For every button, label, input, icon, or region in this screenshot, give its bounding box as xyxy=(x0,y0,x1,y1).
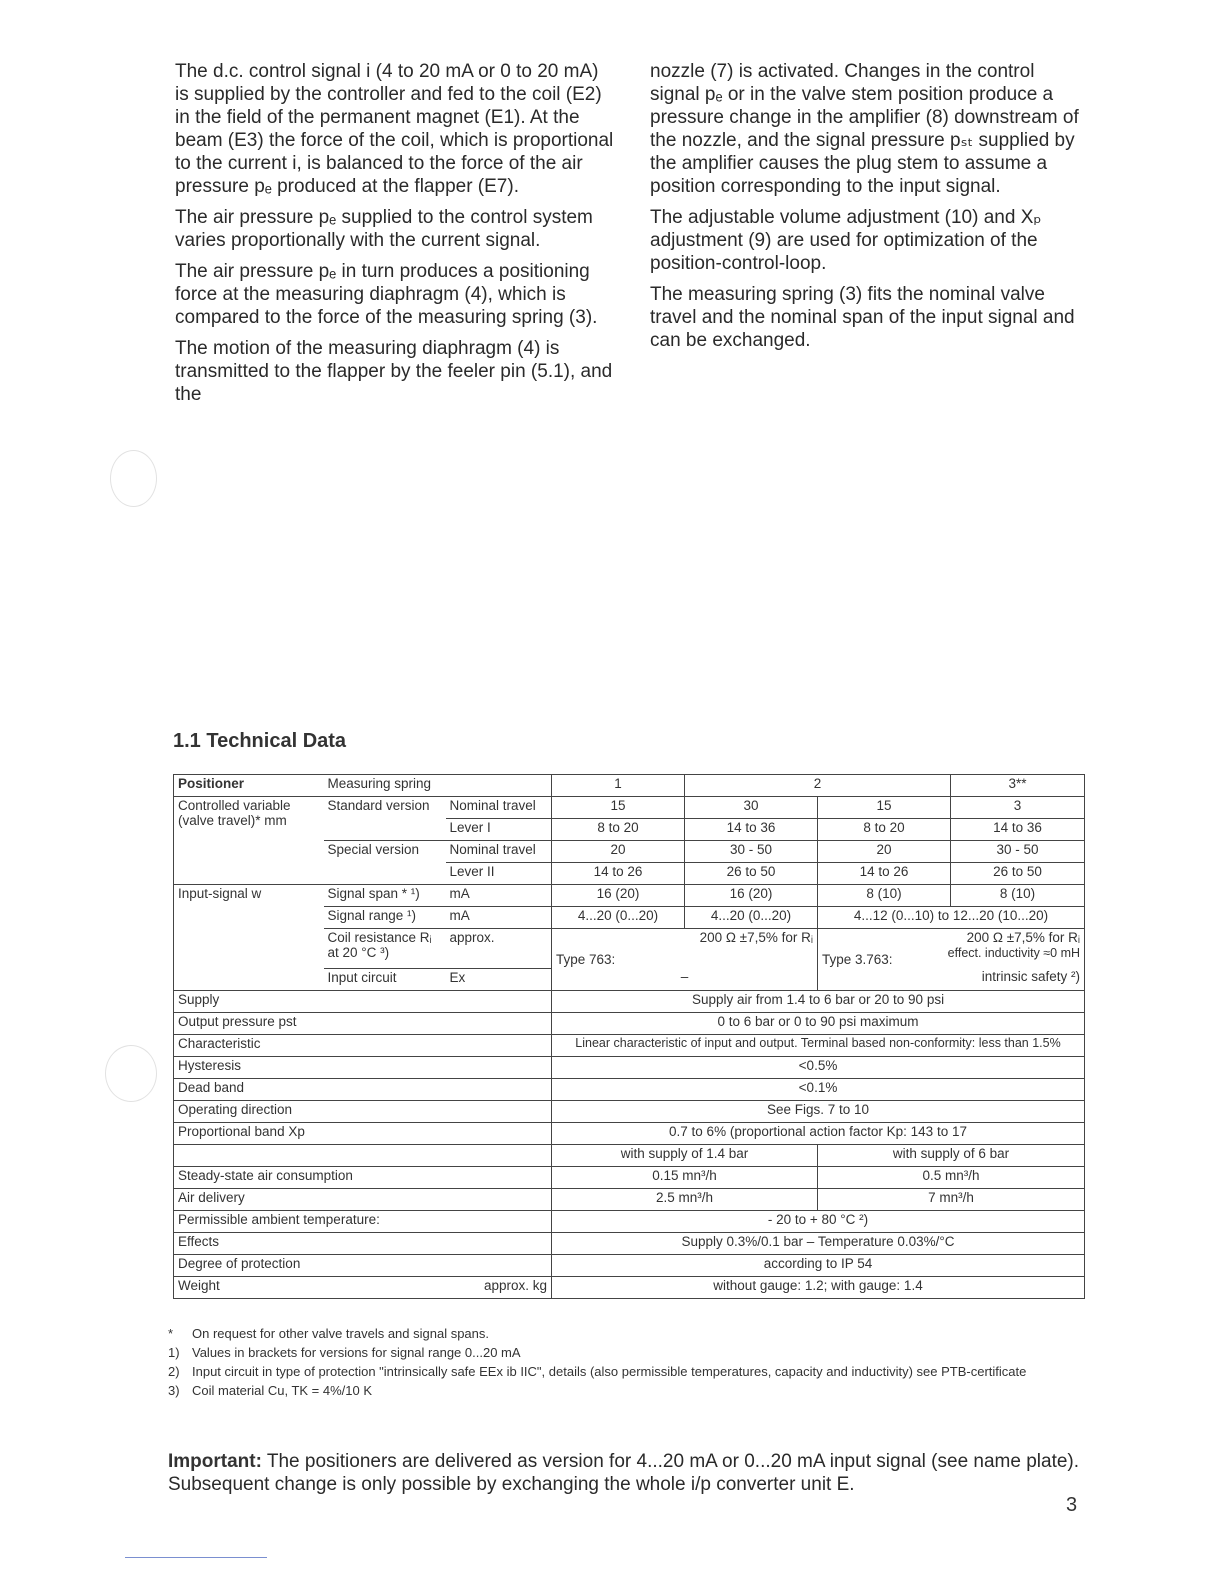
table-row xyxy=(174,775,1085,797)
footnote xyxy=(168,1326,1068,1342)
table-cell: Coil resistance Rᵢ at 20 °C ³) xyxy=(324,929,446,969)
table-cell: 3 xyxy=(951,797,1085,819)
table-cell: 0 to 6 bar or 0 to 90 psi maximum xyxy=(552,1012,1085,1034)
table-cell: Supply air from 1.4 to 6 bar or 20 to 90 psi xyxy=(552,990,1085,1012)
table-cell: Signal span * ¹) xyxy=(324,885,446,907)
table-cell: 14 to 26 xyxy=(552,863,685,885)
table-cell: 16 (20) xyxy=(685,885,818,907)
table-cell: 26 to 50 xyxy=(685,863,818,885)
table-cell: <0.5% xyxy=(552,1056,1085,1078)
footnote xyxy=(168,1364,1068,1380)
table-cell: Input-signal w xyxy=(174,885,324,991)
coil-value: 200 Ω ±7,5% for Rᵢ xyxy=(699,930,813,945)
table-cell: 8 to 20 xyxy=(818,819,951,841)
table-cell: 20 xyxy=(552,841,685,863)
table-cell: 26 to 50 xyxy=(951,863,1085,885)
important-note xyxy=(168,1450,1088,1496)
text-column-left xyxy=(175,60,615,414)
table-cell: Steady-state air consumption xyxy=(174,1166,552,1188)
table-cell xyxy=(818,929,1085,969)
table-cell: Hysteresis xyxy=(174,1056,552,1078)
footnote-text: Values in brackets for versions for signal range 0...20 mA xyxy=(192,1345,521,1360)
scan-artifact xyxy=(110,450,157,507)
type-label: Type 763: xyxy=(556,952,616,967)
table-row xyxy=(174,1276,1085,1298)
footnotes xyxy=(168,1326,1068,1402)
table-cell: Permissible ambient temperature: xyxy=(174,1210,552,1232)
table-cell: with supply of 1.4 bar xyxy=(552,1144,818,1166)
table-cell: Linear characteristic of input and output. Terminal based non-conformity: less than 1.5% xyxy=(552,1034,1085,1056)
table-cell: approx. xyxy=(446,929,552,969)
table-cell: Supply 0.3%/0.1 bar – Temperature 0.03%/°C xyxy=(552,1232,1085,1254)
footnote-text: Input circuit in type of protection "intrinsically safe EEx ib IIC", details (also permissible temperatures, capacity and inductivity) see PTB-certificate xyxy=(192,1364,1027,1379)
table-cell: approx. kg xyxy=(446,1276,552,1298)
table-cell: intrinsic safety ²) xyxy=(818,968,1085,990)
table-cell: See Figs. 7 to 10 xyxy=(552,1100,1085,1122)
footnote-text: Coil material Cu, TK = 4%/10 K xyxy=(192,1383,373,1398)
table-row xyxy=(174,885,1085,907)
paragraph: The measuring spring (3) fits the nominal valve travel and the nominal span of the input signal and can be exchanged. xyxy=(650,284,1075,351)
table-row xyxy=(174,1254,1085,1276)
text-column-right xyxy=(650,60,1088,360)
table-cell: 0.7 to 6% (proportional action factor Kp: 143 to 17 xyxy=(552,1122,1085,1144)
table-cell: 16 (20) xyxy=(552,885,685,907)
table-cell: Effects xyxy=(174,1232,552,1254)
table-cell: 0.15 mn³/h xyxy=(552,1166,818,1188)
table-cell: 30 - 50 xyxy=(951,841,1085,863)
table-cell xyxy=(552,929,818,969)
table-cell: Operating direction xyxy=(174,1100,552,1122)
table-cell: – xyxy=(552,968,818,990)
table-cell: mA xyxy=(446,885,552,907)
table-cell: 30 xyxy=(685,797,818,819)
footnote-mark: 2) xyxy=(168,1364,180,1379)
table-cell: - 20 to + 80 °C ²) xyxy=(552,1210,1085,1232)
table-cell: Lever I xyxy=(446,819,552,841)
table-cell: without gauge: 1.2; with gauge: 1.4 xyxy=(552,1276,1085,1298)
table-cell: Proportional band Xp xyxy=(174,1122,552,1144)
table-cell: Controlled variable (valve travel)* mm xyxy=(174,797,324,885)
table-cell: Signal range ¹) xyxy=(324,907,446,929)
paragraph: nozzle (7) is activated. Changes in the control signal pₑ or in the valve stem position produce a pressure change in the amplifier (8) downstream of the nozzle, and the signal pressure pₛₜ supplied by the amplifier causes the plug stem to assume a position corresponding to the input signal. xyxy=(650,61,1079,197)
table-cell: 15 xyxy=(552,797,685,819)
inductivity-value: effect. inductivity ≈0 mH xyxy=(947,946,1081,960)
table-cell: Measuring spring xyxy=(324,775,552,797)
table-row xyxy=(174,1012,1085,1034)
table-cell: Nominal travel xyxy=(446,841,552,863)
page-number: 3 xyxy=(1066,1494,1078,1516)
paragraph: The air pressure pₑ supplied to the control system varies proportionally with the current signal. xyxy=(175,207,593,251)
section-title: 1.1 Technical Data xyxy=(173,730,347,752)
table-cell: Supply xyxy=(174,990,552,1012)
table-cell: Dead band xyxy=(174,1078,552,1100)
coil-value: 200 Ω ±7,5% for Rᵢ xyxy=(966,930,1081,945)
table-cell: according to IP 54 xyxy=(552,1254,1085,1276)
table-cell: 20 xyxy=(818,841,951,863)
paragraph: The adjustable volume adjustment (10) and Xₚ adjustment (9) are used for optimization of the position-control-loop. xyxy=(650,207,1042,274)
table-row xyxy=(174,1232,1085,1254)
table-row xyxy=(174,990,1085,1012)
table-cell: 2.5 mn³/h xyxy=(552,1188,818,1210)
footnote xyxy=(168,1345,1068,1361)
table-cell: <0.1% xyxy=(552,1078,1085,1100)
table-cell xyxy=(174,1144,552,1166)
table-cell: 8 (10) xyxy=(951,885,1085,907)
table-cell: with supply of 6 bar xyxy=(818,1144,1085,1166)
table-cell: 7 mn³/h xyxy=(818,1188,1085,1210)
technical-data-table xyxy=(173,774,1085,1299)
table-cell: Lever II xyxy=(446,863,552,885)
table-cell: 15 xyxy=(818,797,951,819)
table-cell: 8 to 20 xyxy=(552,819,685,841)
divider xyxy=(125,1557,267,1558)
table-row xyxy=(174,797,1085,819)
table-cell: 0.5 mn³/h xyxy=(818,1166,1085,1188)
table-cell: Standard version xyxy=(324,797,446,841)
table-row xyxy=(174,1144,1085,1166)
paragraph: The air pressure pₑ in turn produces a positioning force at the measuring diaphragm (4), which is compared to the force of the measuring spring (3). xyxy=(175,261,598,328)
table-row xyxy=(174,1210,1085,1232)
footnote-mark: 3) xyxy=(168,1383,180,1398)
table-cell: 2 xyxy=(685,775,951,797)
important-label: Important: xyxy=(168,1451,262,1472)
table-cell: mA xyxy=(446,907,552,929)
table-cell: 8 (10) xyxy=(818,885,951,907)
table-cell: Positioner xyxy=(174,775,324,797)
table-cell: Special version xyxy=(324,841,446,885)
scan-artifact xyxy=(105,1045,157,1102)
table-cell: 3** xyxy=(951,775,1085,797)
table-row xyxy=(174,1166,1085,1188)
type-label: Type 3.763: xyxy=(822,952,893,967)
footnote xyxy=(168,1383,1068,1399)
table-cell: Air delivery xyxy=(174,1188,552,1210)
table-cell: 1 xyxy=(552,775,685,797)
table-cell: Input circuit xyxy=(324,968,446,990)
table-row xyxy=(174,1100,1085,1122)
table-cell: 14 to 26 xyxy=(818,863,951,885)
table-cell: Nominal travel xyxy=(446,797,552,819)
table-cell: Ex xyxy=(446,968,552,990)
table-cell: 14 to 36 xyxy=(951,819,1085,841)
table-cell: 14 to 36 xyxy=(685,819,818,841)
table-row xyxy=(174,1188,1085,1210)
table-cell: Characteristic xyxy=(174,1034,552,1056)
table-cell: Degree of protection xyxy=(174,1254,552,1276)
paragraph: The motion of the measuring diaphragm (4) is transmitted to the flapper by the feeler pin (5.1), and the xyxy=(175,338,613,405)
table-cell: 30 - 50 xyxy=(685,841,818,863)
paragraph: The d.c. control signal i (4 to 20 mA or 0 to 20 mA) is supplied by the controller and fed to the coil (E2) in the field of the permanent magnet (E1). At the beam (E3) the force of the coil, which is proportional to the current i, is balanced to the force of the air pressure pₑ produced at the flapper (E7). xyxy=(175,61,614,197)
table-cell: 4...12 (0...10) to 12...20 (10...20) xyxy=(818,907,1085,929)
footnote-mark: * xyxy=(168,1326,174,1341)
table-cell: 4...20 (0...20) xyxy=(685,907,818,929)
table-row xyxy=(174,1034,1085,1056)
table-row xyxy=(174,1122,1085,1144)
table-row xyxy=(174,1056,1085,1078)
footnote-mark: 1) xyxy=(168,1345,180,1360)
table-cell: Weight xyxy=(174,1276,446,1298)
footnote-text: On request for other valve travels and signal spans. xyxy=(192,1326,489,1341)
important-text: The positioners are delivered as version for 4...20 mA or 0...20 mA input signal (see name plate). Subsequent change is only possible by exchanging the whole i/p converter unit E. xyxy=(168,1451,1080,1495)
table-cell: Output pressure pst xyxy=(174,1012,552,1034)
table-cell: 4...20 (0...20) xyxy=(552,907,685,929)
table-row xyxy=(174,1078,1085,1100)
